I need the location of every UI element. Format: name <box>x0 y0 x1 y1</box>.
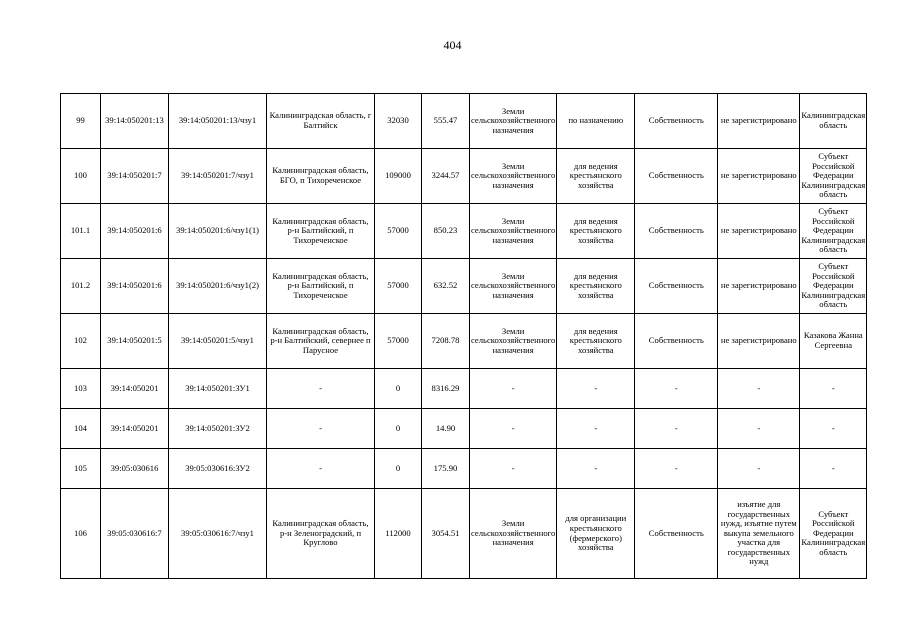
plot-area-cell: 112000 <box>375 489 422 579</box>
ownership-type-cell: Собственность <box>635 94 718 149</box>
plot-designation-cell: 39:14:050201:13/чзу1 <box>169 94 267 149</box>
owner-cell: - <box>800 409 867 449</box>
encumbrance-cell: - <box>718 449 800 489</box>
cadastral-block-cell: 39:14:050201:6 <box>101 259 169 314</box>
address-cell: Калининградская область, р-н Зеленоградский, п Круглово <box>267 489 375 579</box>
table-row <box>61 204 867 259</box>
part-area-cell: 8316.29 <box>422 369 470 409</box>
plot-area-cell: 109000 <box>375 149 422 204</box>
owner-cell: - <box>800 449 867 489</box>
row-number-cell: 101.1 <box>61 204 101 259</box>
page-number: 404 <box>443 38 462 52</box>
land-category-cell: Земли сельскохозяйственного назначения <box>470 204 557 259</box>
ownership-type-cell: - <box>635 409 718 449</box>
part-area-cell: 632.52 <box>422 259 470 314</box>
table-row <box>61 489 867 579</box>
cadastral-block-cell: 39:05:030616:7 <box>101 489 169 579</box>
address-cell: Калининградская область, г Балтийск <box>267 94 375 149</box>
encumbrance-cell: не зарегистрировано <box>718 204 800 259</box>
land-category-cell: - <box>470 409 557 449</box>
cadastral-block-cell: 39:14:050201:5 <box>101 314 169 369</box>
ownership-type-cell: Собственность <box>635 204 718 259</box>
plot-area-cell: 0 <box>375 409 422 449</box>
ownership-type-cell: Собственность <box>635 259 718 314</box>
permitted-use-cell: для ведения крестьянского хозяйства <box>557 314 635 369</box>
plot-designation-cell: 39:05:030616:ЗУ2 <box>169 449 267 489</box>
address-cell: Калининградская область, БГО, п Тихореченское <box>267 149 375 204</box>
plot-area-cell: 57000 <box>375 204 422 259</box>
permitted-use-cell: - <box>557 369 635 409</box>
land-category-cell: Земли сельскохозяйственного назначения <box>470 149 557 204</box>
plot-area-cell: 0 <box>375 449 422 489</box>
row-number-cell: 104 <box>61 409 101 449</box>
address-cell: Калининградская область, р-н Балтийский, п Тихореченское <box>267 259 375 314</box>
land-category-cell: Земли сельскохозяйственного назначения <box>470 489 557 579</box>
part-area-cell: 3244.57 <box>422 149 470 204</box>
ownership-type-cell: Собственность <box>635 489 718 579</box>
encumbrance-cell: не зарегистрировано <box>718 259 800 314</box>
owner-cell: Калининградская область <box>800 94 867 149</box>
cadastral-block-cell: 39:05:030616 <box>101 449 169 489</box>
cadastral-block-cell: 39:14:050201:6 <box>101 204 169 259</box>
owner-cell: Субъект Российской Федерации Калининградская область <box>800 149 867 204</box>
land-category-cell: Земли сельскохозяйственного назначения <box>470 259 557 314</box>
row-number-cell: 105 <box>61 449 101 489</box>
encumbrance-cell: не зарегистрировано <box>718 94 800 149</box>
ownership-type-cell: - <box>635 449 718 489</box>
plot-designation-cell: 39:14:050201:7/чзу1 <box>169 149 267 204</box>
cadastral-block-cell: 39:14:050201 <box>101 369 169 409</box>
ownership-type-cell: - <box>635 369 718 409</box>
owner-cell: Субъект Российской Федерации Калининградская область <box>800 204 867 259</box>
row-number-cell: 102 <box>61 314 101 369</box>
cadastral-block-cell: 39:14:050201 <box>101 409 169 449</box>
owner-cell: Субъект Российской Федерации Калининградская область <box>800 489 867 579</box>
address-cell: - <box>267 449 375 489</box>
plot-designation-cell: 39:14:050201:5/чзу1 <box>169 314 267 369</box>
table-row <box>61 149 867 204</box>
address-cell: - <box>267 409 375 449</box>
cadastral-block-cell: 39:14:050201:7 <box>101 149 169 204</box>
owner-cell: Казакова Жанна Сергеевна <box>800 314 867 369</box>
row-number-cell: 99 <box>61 94 101 149</box>
land-category-cell: - <box>470 369 557 409</box>
table-row <box>61 259 867 314</box>
row-number-cell: 106 <box>61 489 101 579</box>
row-number-cell: 103 <box>61 369 101 409</box>
owner-cell: Субъект Российской Федерации Калининградская область <box>800 259 867 314</box>
encumbrance-cell: изъятие для государственных нужд, изъятие путем выкупа земельного участка для государственных нужд <box>718 489 800 579</box>
part-area-cell: 850.23 <box>422 204 470 259</box>
table-row <box>61 314 867 369</box>
plot-area-cell: 57000 <box>375 259 422 314</box>
ownership-type-cell: Собственность <box>635 149 718 204</box>
part-area-cell: 555.47 <box>422 94 470 149</box>
plot-area-cell: 0 <box>375 369 422 409</box>
plot-designation-cell: 39:14:050201:6/чзу1(2) <box>169 259 267 314</box>
permitted-use-cell: - <box>557 409 635 449</box>
permitted-use-cell: по назначению <box>557 94 635 149</box>
table-row <box>61 369 867 409</box>
address-cell: Калининградская область, р-н Балтийский, п Тихореченское <box>267 204 375 259</box>
plot-designation-cell: 39:05:030616:7/чзу1 <box>169 489 267 579</box>
plot-area-cell: 57000 <box>375 314 422 369</box>
part-area-cell: 175.90 <box>422 449 470 489</box>
encumbrance-cell: не зарегистрировано <box>718 314 800 369</box>
owner-cell: - <box>800 369 867 409</box>
encumbrance-cell: - <box>718 409 800 449</box>
land-category-cell: Земли сельскохозяйственного назначения <box>470 94 557 149</box>
plot-area-cell: 32030 <box>375 94 422 149</box>
plot-designation-cell: 39:14:050201:ЗУ2 <box>169 409 267 449</box>
permitted-use-cell: для организации крестьянского (фермерского) хозяйства <box>557 489 635 579</box>
part-area-cell: 14.90 <box>422 409 470 449</box>
part-area-cell: 7208.78 <box>422 314 470 369</box>
row-number-cell: 100 <box>61 149 101 204</box>
row-number-cell: 101.2 <box>61 259 101 314</box>
table-row <box>61 409 867 449</box>
permitted-use-cell: для ведения крестьянского хозяйства <box>557 204 635 259</box>
land-category-cell: - <box>470 449 557 489</box>
plot-designation-cell: 39:14:050201:ЗУ1 <box>169 369 267 409</box>
encumbrance-cell: не зарегистрировано <box>718 149 800 204</box>
cadastral-block-cell: 39:14:050201:13 <box>101 94 169 149</box>
permitted-use-cell: для ведения крестьянского хозяйства <box>557 259 635 314</box>
encumbrance-cell: - <box>718 369 800 409</box>
part-area-cell: 3054.51 <box>422 489 470 579</box>
table-row <box>61 94 867 149</box>
address-cell: Калининградская область, р-н Балтийский, севернее п Парусное <box>267 314 375 369</box>
land-category-cell: Земли сельскохозяйственного назначения <box>470 314 557 369</box>
permitted-use-cell: для ведения крестьянского хозяйства <box>557 149 635 204</box>
ownership-type-cell: Собственность <box>635 314 718 369</box>
plot-designation-cell: 39:14:050201:6/чзу1(1) <box>169 204 267 259</box>
land-plots-table <box>60 93 867 579</box>
permitted-use-cell: - <box>557 449 635 489</box>
address-cell: - <box>267 369 375 409</box>
table-row <box>61 449 867 489</box>
